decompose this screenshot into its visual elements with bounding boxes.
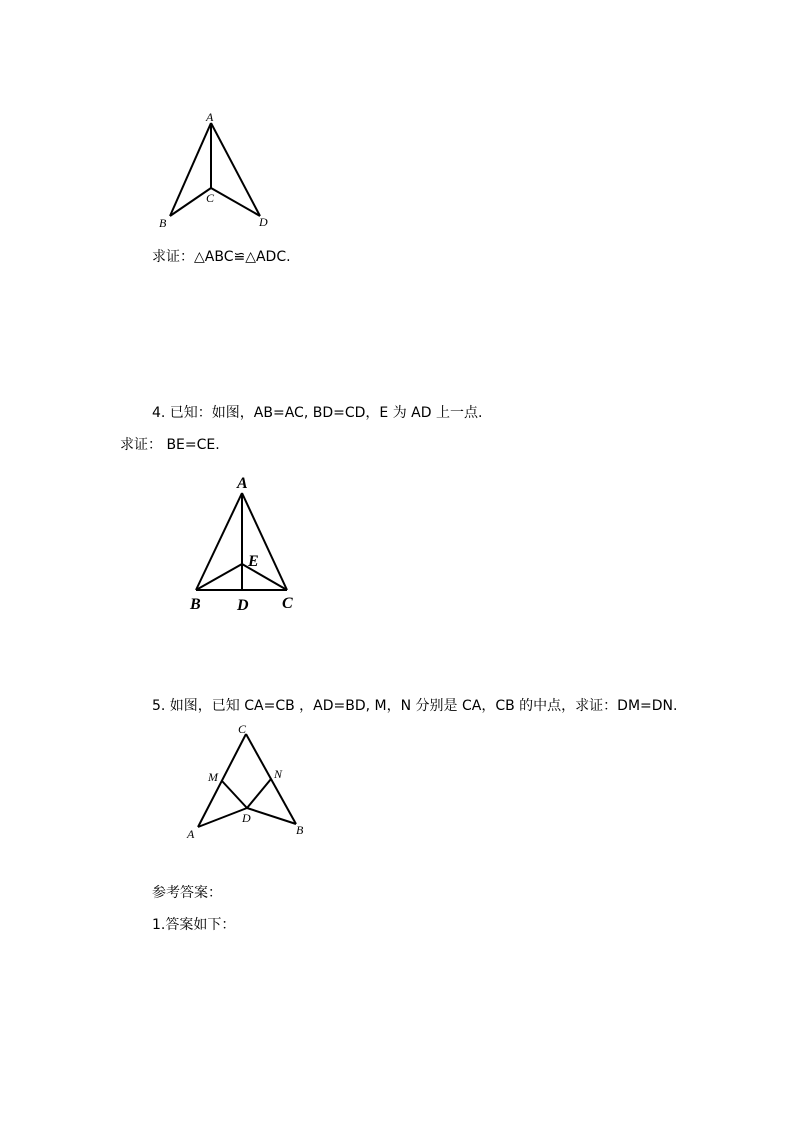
label-d: D <box>259 215 268 229</box>
segment-md <box>222 781 247 808</box>
problem-5-text: 5. 如图，已知 CA=CB ，AD=BD, M，N 分别是 CA，CB 的中点，求证：DM=DN. <box>152 698 678 714</box>
answers-heading: 参考答案： <box>152 885 222 901</box>
label-b: B <box>159 216 167 230</box>
prove-statement-1: 求证：△ABC≌△ADC. <box>152 249 291 265</box>
segment-nd <box>247 779 271 808</box>
label-b: B <box>296 823 304 837</box>
label-c: C <box>206 191 215 205</box>
problem-4-given: 4. 已知：如图，AB=AC, BD=CD，E 为 AD 上一点. <box>152 405 483 421</box>
label-c: C <box>282 595 293 612</box>
label-d: D <box>242 811 251 825</box>
label-c: C <box>238 722 247 736</box>
label-n: N <box>274 767 283 781</box>
label-d: D <box>237 597 249 614</box>
label-e: E <box>248 553 259 570</box>
label-a: A <box>206 110 214 124</box>
label-b: B <box>190 596 201 613</box>
problem-4-prove: 求证： BE=CE. <box>120 437 220 453</box>
label-a: A <box>187 827 195 841</box>
answer-item-1: 1.答案如下： <box>152 917 236 933</box>
label-m: M <box>208 770 218 784</box>
segment-ca <box>198 734 246 827</box>
label-a: A <box>237 475 248 492</box>
